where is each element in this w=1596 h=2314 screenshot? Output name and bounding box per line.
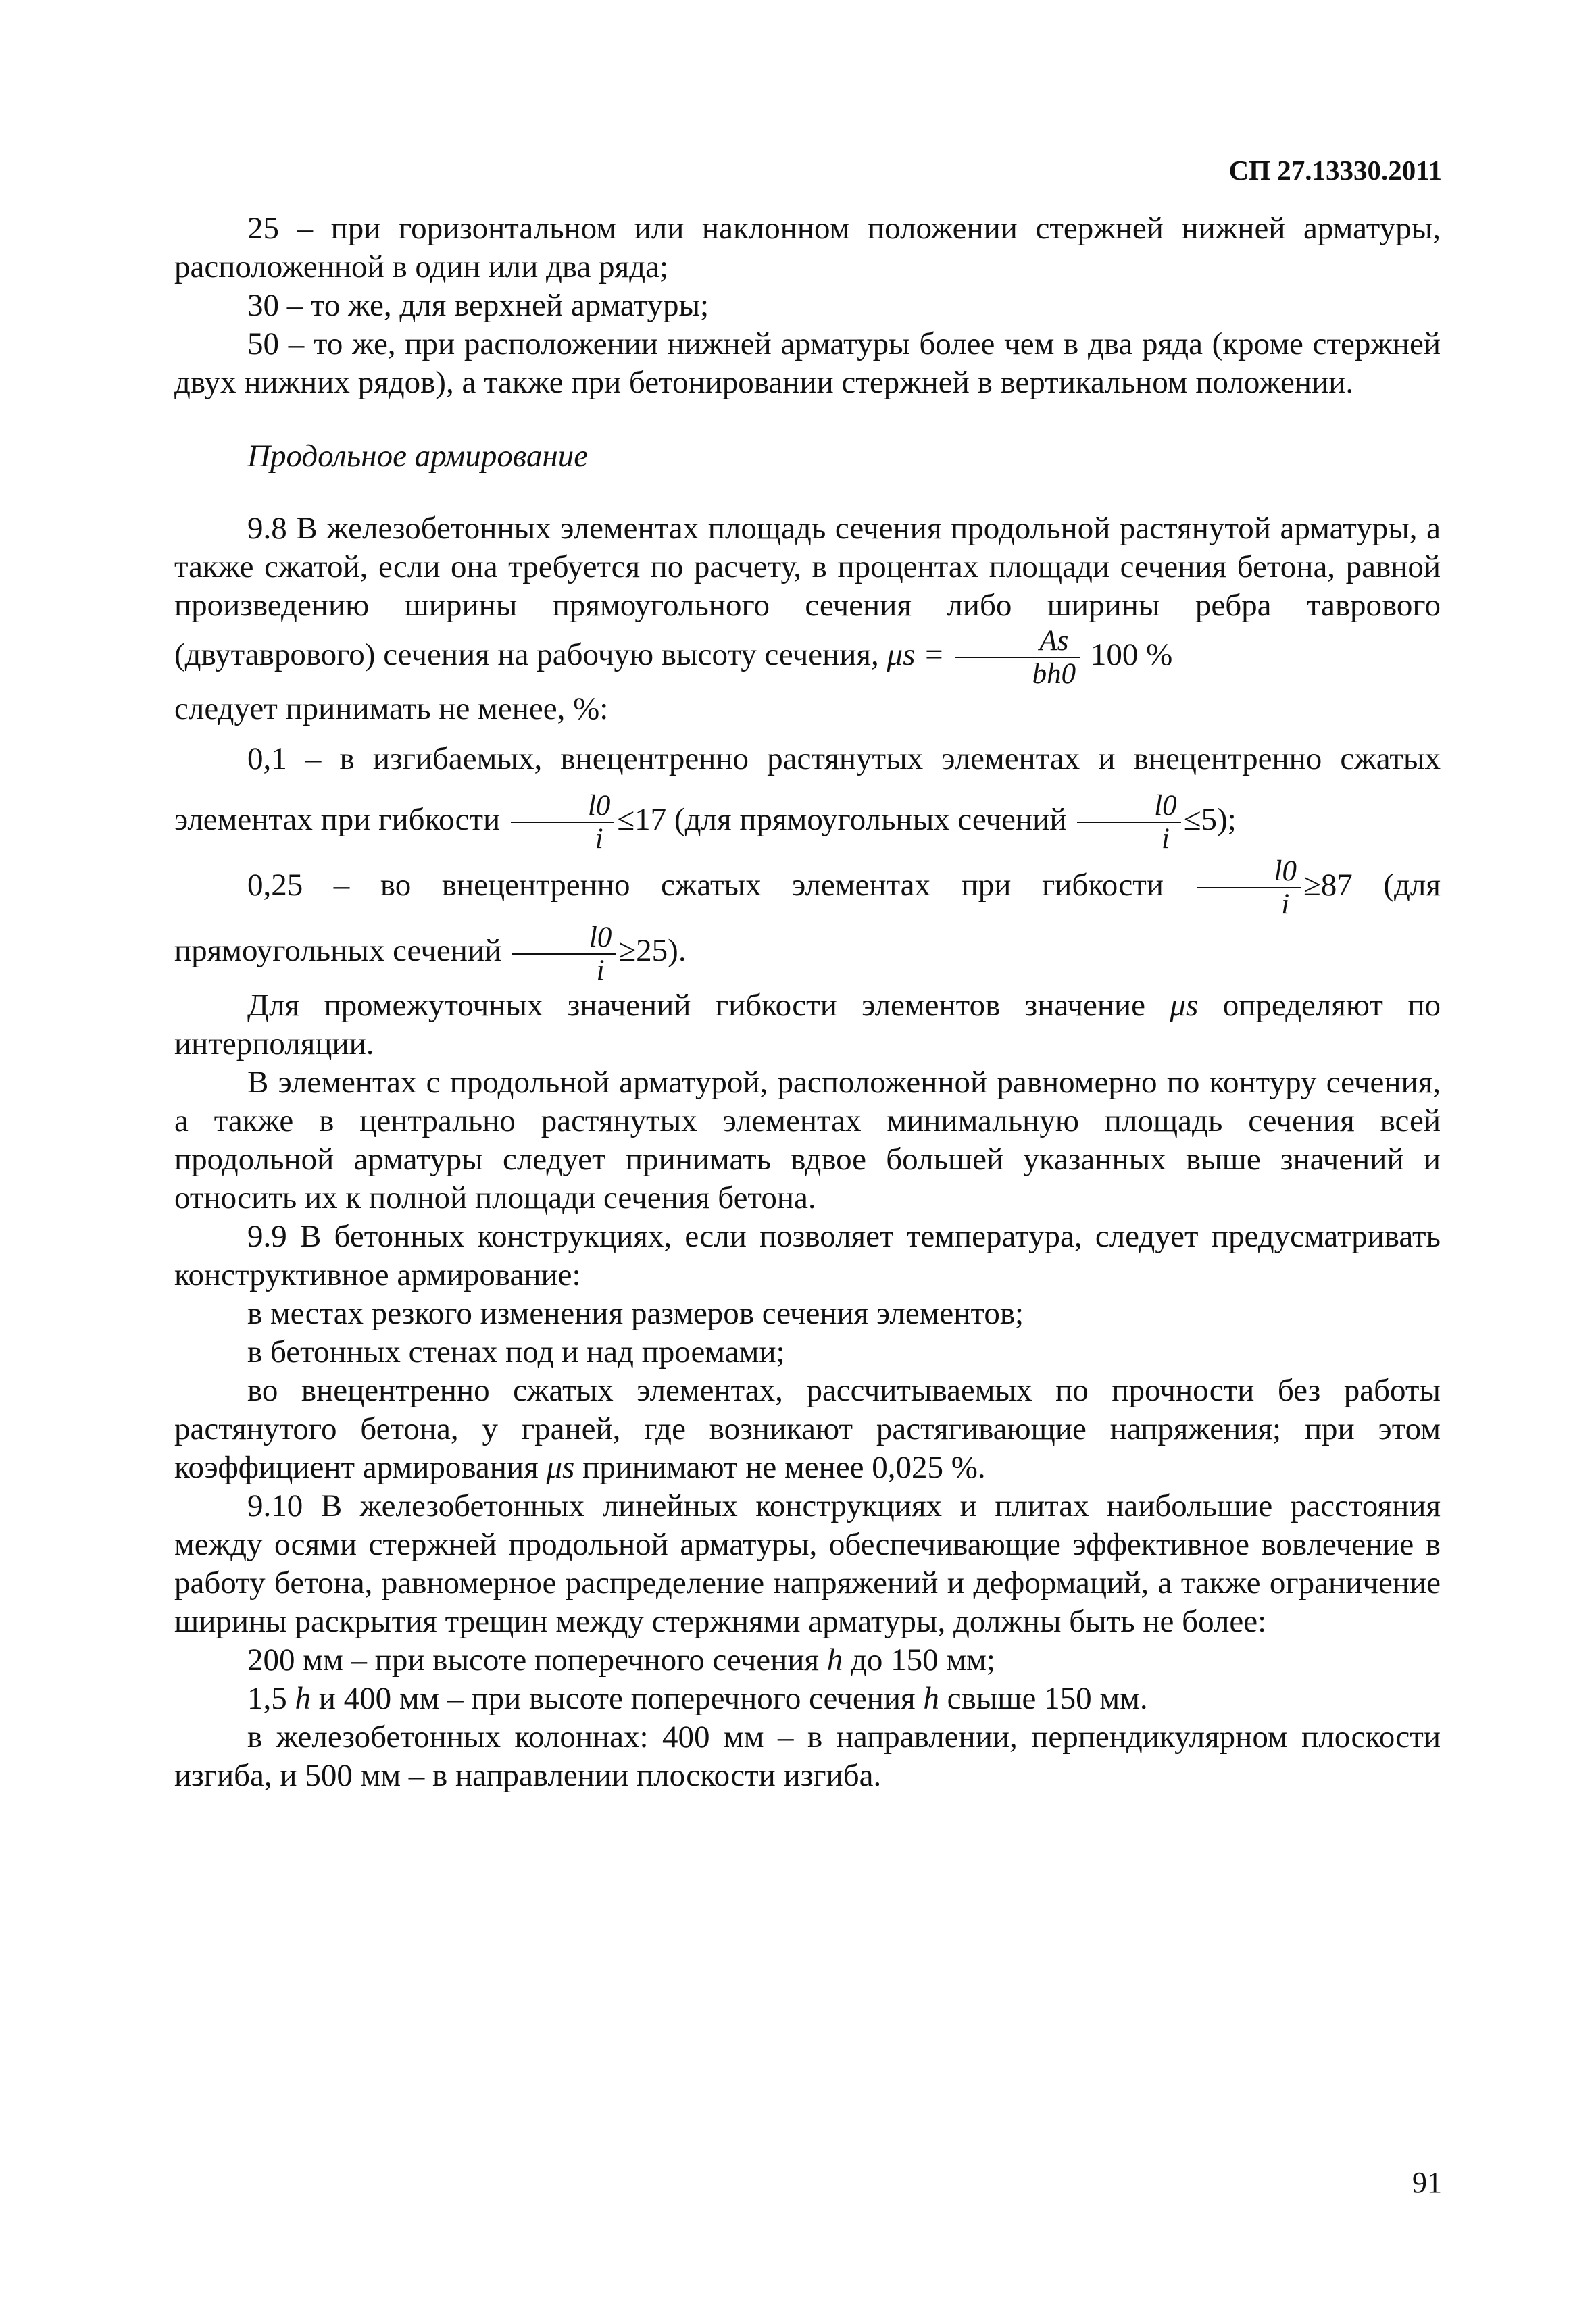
spacing-1-5h-text-a: 1,5	[247, 1680, 287, 1716]
interpolation-text-a: Для промежуточных значений гибкости элементов значение	[247, 987, 1146, 1023]
paragraph-contour: В элементах с продольной арматурой, расположенной равномерно по контуру сечения, а также в центрально растянутых элементах минимальную площадь сечения всей продольной арматуры следует принимать вдвое большей указанных выше значений и относить их к полной площади сечения бетона.	[174, 1064, 1441, 1215]
fraction-numerator: l0	[1077, 790, 1180, 823]
paragraph-50: 50 – то же, при расположении нижней арматуры более чем в два ряда (кроме стержней двух нижних рядов), а также при бетонировании стержней в вертикальном положении.	[174, 326, 1441, 400]
limit-5-text: ≤5);	[1183, 802, 1237, 837]
fraction-numerator: l0	[512, 922, 616, 955]
slenderness-fraction	[1077, 790, 1180, 855]
formula-fraction	[955, 625, 1080, 690]
clause-9-8	[174, 509, 1441, 690]
fraction-numerator: l0	[511, 790, 614, 823]
paragraph-minimum: следует принимать не менее, %:	[174, 691, 609, 726]
fraction-denominator: i	[595, 823, 603, 855]
spacing-200-text-a: 200 мм – при высоте поперечного сечения	[247, 1642, 819, 1678]
eccentric-text-b: принимают не менее 0,025 %.	[582, 1449, 986, 1485]
formula-tail: 100 %	[1090, 636, 1173, 672]
slenderness-fraction	[1197, 855, 1301, 920]
formula-mu-label: μs =	[887, 636, 945, 672]
spacing-1-5h	[174, 1680, 1441, 1718]
spacing-200-text-b: до 150 мм;	[851, 1642, 995, 1678]
mu-symbol: μs	[1170, 987, 1199, 1023]
limit-87-text: ≥87 (для прямоугольных сечений	[174, 867, 1441, 969]
fraction-denominator: i	[1161, 823, 1170, 855]
page-number: 91	[1412, 2166, 1442, 2199]
clause-9-8-text: 9.8 В железобетонных элементах площадь сечения продольной растянутой арматуры, а также сжатой, если она требуется по расчету, в процентах площади сечения бетона, равной произведению ширины прямоугольного сечения либо ширины ребра таврового (двутаврового) сечения на рабочую высоту сечения,	[174, 511, 1441, 672]
paragraph-0-1-text: 0,1 – в изгибаемых, внецентренно растянутых элементах и внецентренно сжатых элементах при гибкости	[174, 741, 1441, 837]
limit-17-text: ≤17 (для прямоугольных сечений	[617, 802, 1067, 837]
paragraph-25: 25 – при горизонтальном или наклонном положении стержней нижней арматуры, расположенной в один или два ряда;	[174, 211, 1441, 284]
formula-numerator: As	[955, 625, 1080, 658]
spacing-columns: в железобетонных колоннах: 400 мм – в направлении, перпендикулярном плоскости изгиба, и 500 мм – в направлении плоскости изгиба.	[174, 1719, 1441, 1793]
page-body	[174, 209, 1441, 1795]
formula-denominator: bh0	[1032, 658, 1076, 690]
paragraph-0-1	[174, 728, 1441, 855]
spacing-1-5h-text-c: свыше 150 мм.	[947, 1680, 1148, 1716]
clause-9-10: 9.10 В железобетонных линейных конструкциях и плитах наибольшие расстояния между осями стержней продольной арматуры, обеспечивающие эффективное вовлечение в работу бетона, равномерное распределение напряжений и деформаций, а также ограничение ширины раскрытия трещин между стержнями арматуры, должны быть не более:	[174, 1488, 1441, 1639]
paragraph-30: 30 – то же, для верхней арматуры;	[247, 288, 709, 323]
document-code-header: СП 27.13330.2011	[1228, 155, 1442, 186]
h-symbol: h	[826, 1642, 843, 1678]
list-item-openings: в бетонных стенах под и над проемами;	[247, 1334, 785, 1369]
h-symbol: h	[923, 1680, 939, 1716]
mu-symbol: μs	[546, 1449, 575, 1485]
fraction-numerator: l0	[1197, 855, 1301, 888]
interpolation-text-b: определяют по интерполяции.	[174, 987, 1441, 1061]
slenderness-fraction	[511, 790, 614, 855]
list-item-size-change: в местах резкого изменения размеров сечения элементов;	[247, 1295, 1024, 1331]
paragraph-interpolation	[174, 986, 1441, 1063]
fraction-denominator: i	[1281, 888, 1290, 921]
section-heading: Продольное армирование	[247, 438, 589, 474]
fraction-denominator: i	[596, 954, 605, 986]
paragraph-0-25	[174, 855, 1441, 986]
eccentric-text-a: во внецентренно сжатых элементах, рассчитываемых по прочности без работы растянутого бетона, у граней, где возникают растягивающие напряжения; при этом коэффициент армирования	[174, 1372, 1441, 1485]
clause-9-9: 9.9 В бетонных конструкциях, если позволяет температура, следует предусматривать конструктивное армирование:	[174, 1218, 1441, 1292]
slenderness-fraction	[512, 922, 616, 986]
paragraph-0-25-text: 0,25 – во внецентренно сжатых элементах при гибкости	[247, 867, 1164, 903]
spacing-200	[174, 1641, 1441, 1680]
h-symbol: h	[295, 1680, 311, 1716]
list-item-eccentric	[174, 1372, 1441, 1487]
limit-25-text: ≥25).	[618, 933, 687, 969]
spacing-1-5h-text-b: и 400 мм – при высоте поперечного сечения	[318, 1680, 916, 1716]
